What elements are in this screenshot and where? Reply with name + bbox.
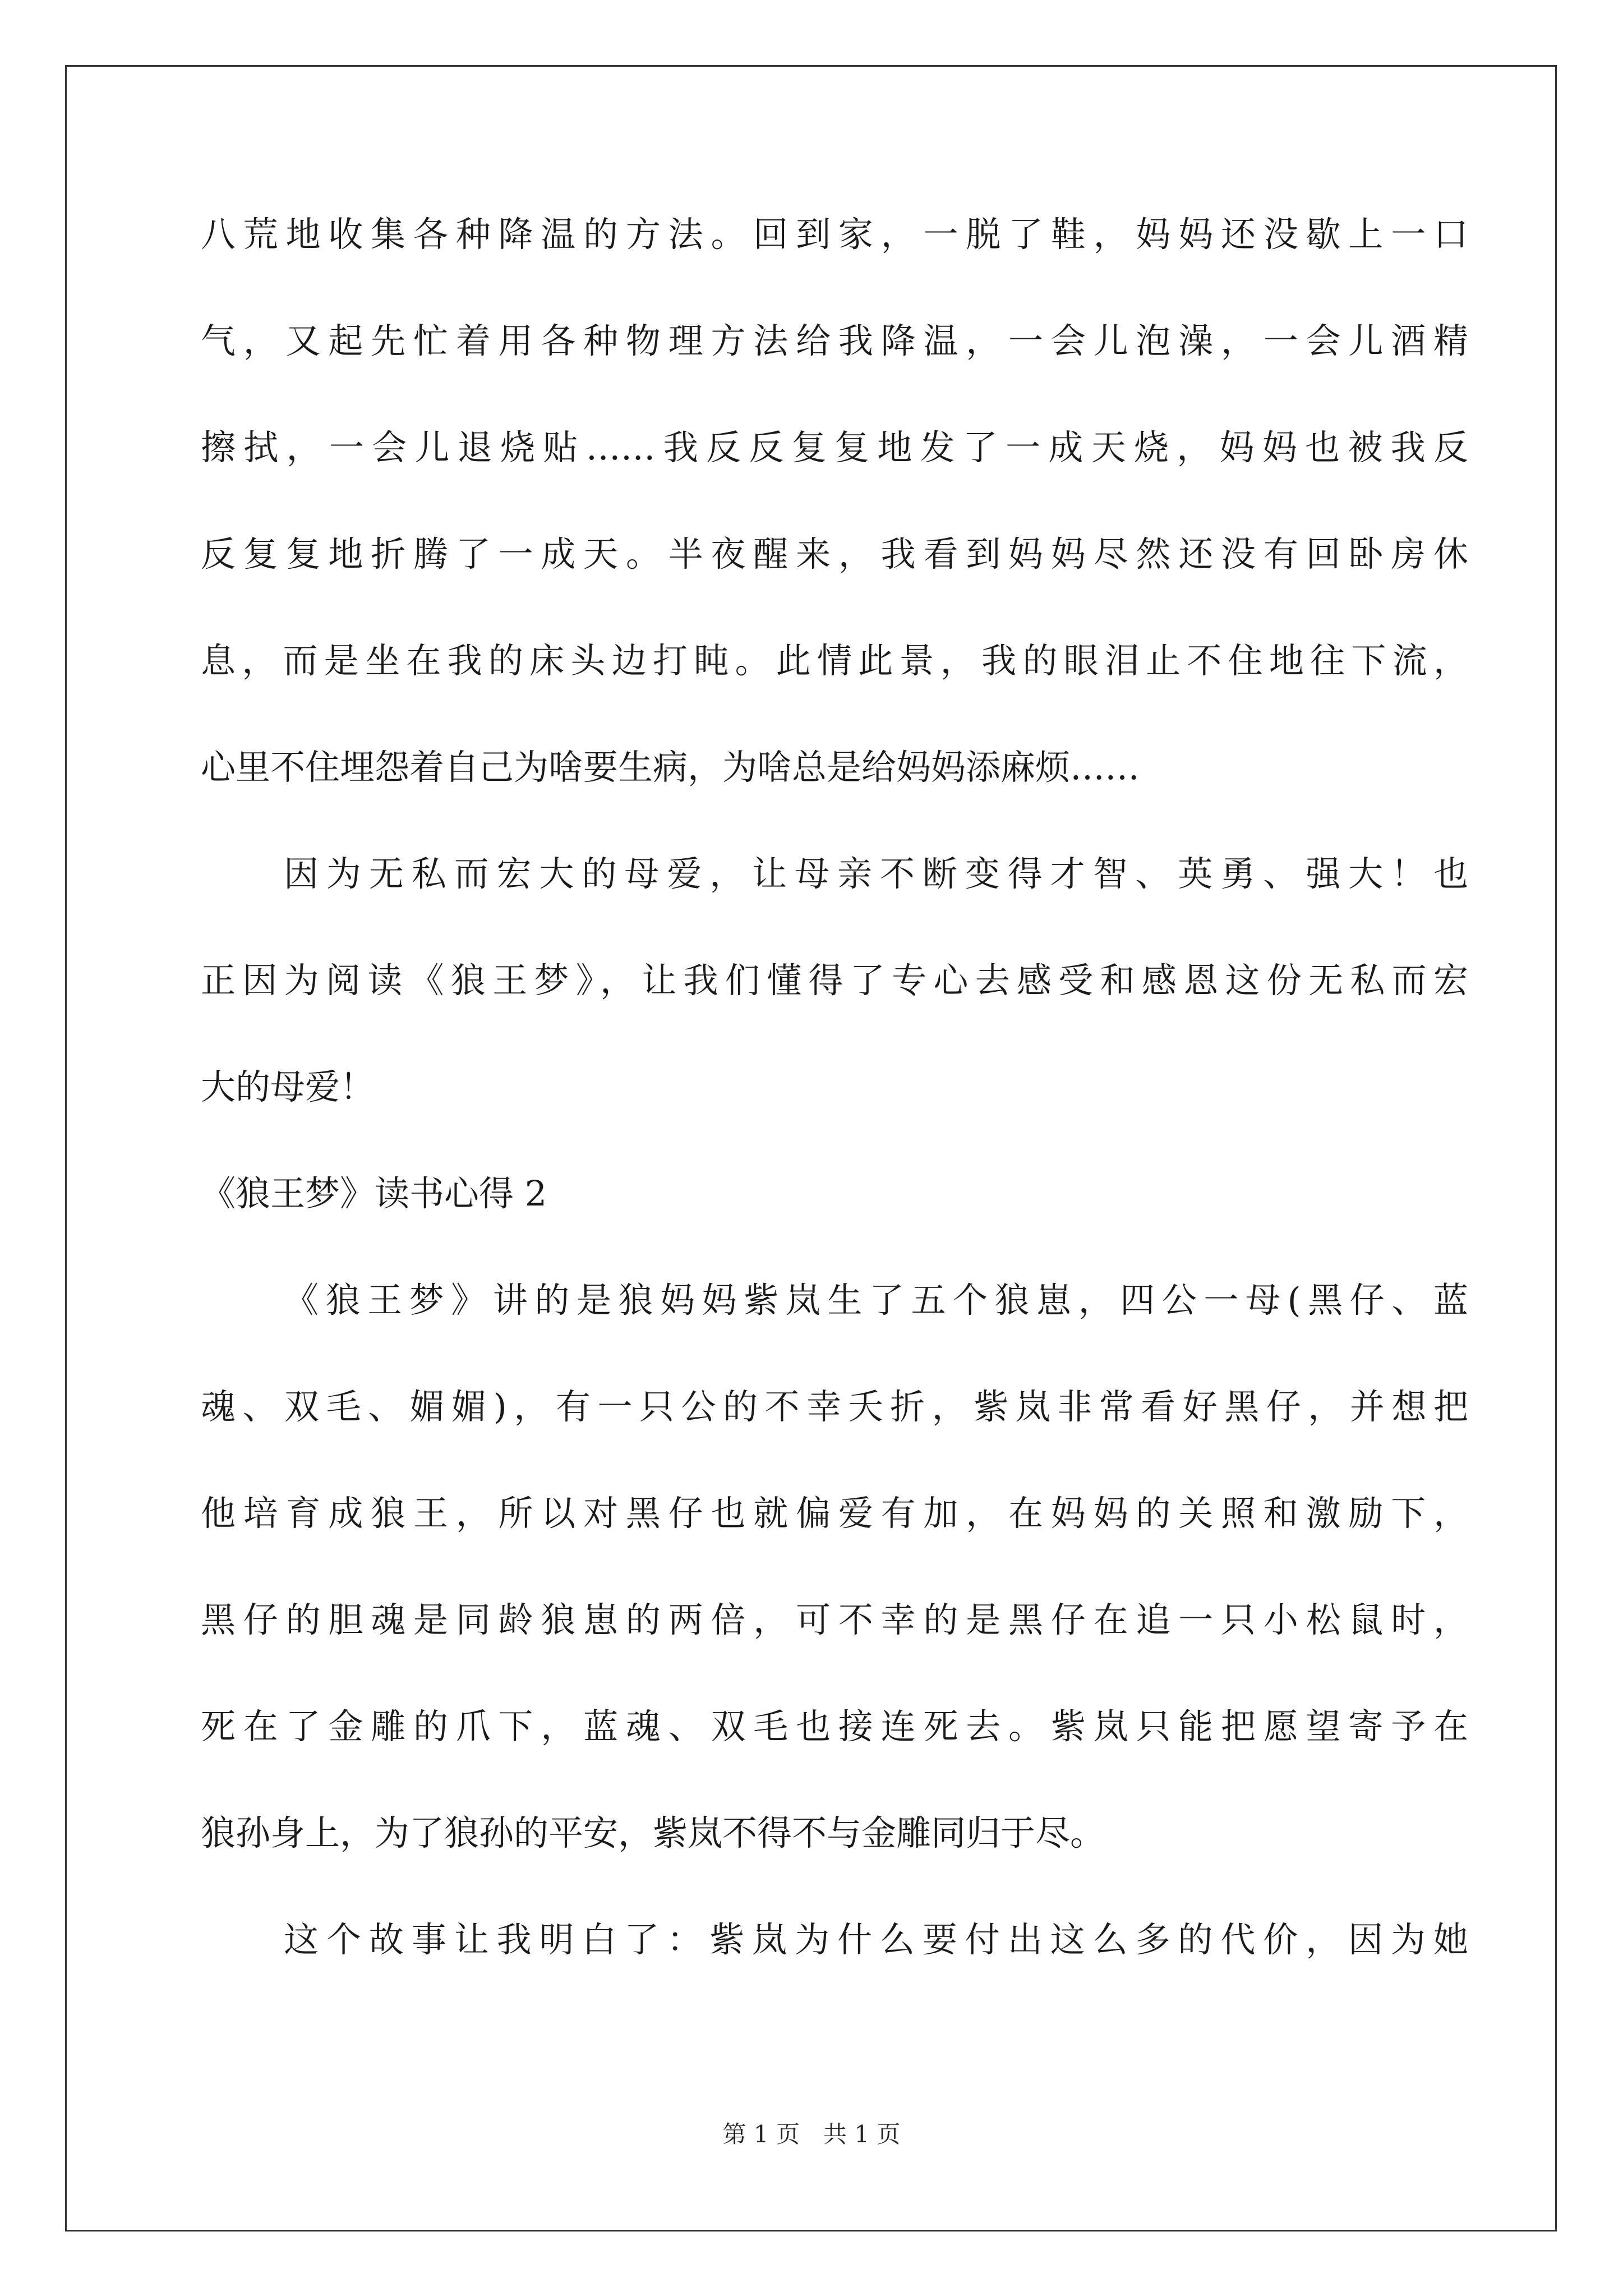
paragraph: [201, 1913, 1468, 1966]
paragraph: [201, 847, 1468, 1114]
text-line: 魂、双毛、媚媚)，有一只公的不幸夭折，紫岚非常看好黑仔，并想把: [201, 1386, 1468, 1427]
paragraph: [201, 1273, 1468, 1860]
text-line: 他培育成狼王，所以对黑仔也就偏爱有加，在妈妈的关照和激励下，: [201, 1493, 1468, 1534]
text-line: 大的母爱！: [201, 1066, 375, 1107]
text-line: 黑仔的胆魂是同龄狼崽的两倍，可不幸的是黑仔在追一只小松鼠时，: [201, 1599, 1468, 1640]
text-line: 因为无私而宏大的母爱，让母亲不断变得才智、英勇、强大！也: [284, 853, 1468, 894]
text-line: 反复复地折腾了一成天。半夜醒来，我看到妈妈尽然还没有回卧房休: [201, 533, 1468, 574]
text-line: 气，又起先忙着用各种物理方法给我降温，一会儿泡澡，一会儿酒精: [201, 320, 1468, 361]
text-line: 擦拭，一会儿退烧贴……我反反复复地发了一成天烧，妈妈也被我反: [201, 427, 1468, 468]
text-line: 八荒地收集各种降温的方法。回到家，一脱了鞋，妈妈还没歇上一口: [201, 214, 1468, 255]
text-line: 死在了金雕的爪下，蓝魂、双毛也接连死去。紫岚只能把愿望寄予在: [201, 1706, 1468, 1747]
paragraph: [201, 208, 1468, 794]
text-line: 息，而是坐在我的床头边打盹。此情此景，我的眼泪止不住地往下流，: [201, 640, 1468, 681]
text-line: 这个故事让我明白了：紫岚为什么要付出这么多的代价，因为她: [284, 1919, 1468, 1960]
text-line: 狼孙身上，为了狼孙的平安，紫岚不得不与金雕同归于尽。: [201, 1812, 1105, 1853]
section-title: 《狼王梦》读书心得 2: [201, 1173, 547, 1214]
text-line: 《狼王梦》讲的是狼妈妈紫岚生了五个狼崽，四公一母(黑仔、蓝: [284, 1280, 1468, 1320]
document-body: [201, 208, 1468, 1966]
text-line: 正因为阅读《狼王梦》，让我们懂得了专心去感受和感恩这份无私而宏: [201, 960, 1468, 1001]
text-line: 心里不住埋怨着自己为啥要生病，为啥总是给妈妈添麻烦……: [201, 747, 1140, 788]
page-number: 第 1 页 共 1 页: [722, 2120, 901, 2148]
